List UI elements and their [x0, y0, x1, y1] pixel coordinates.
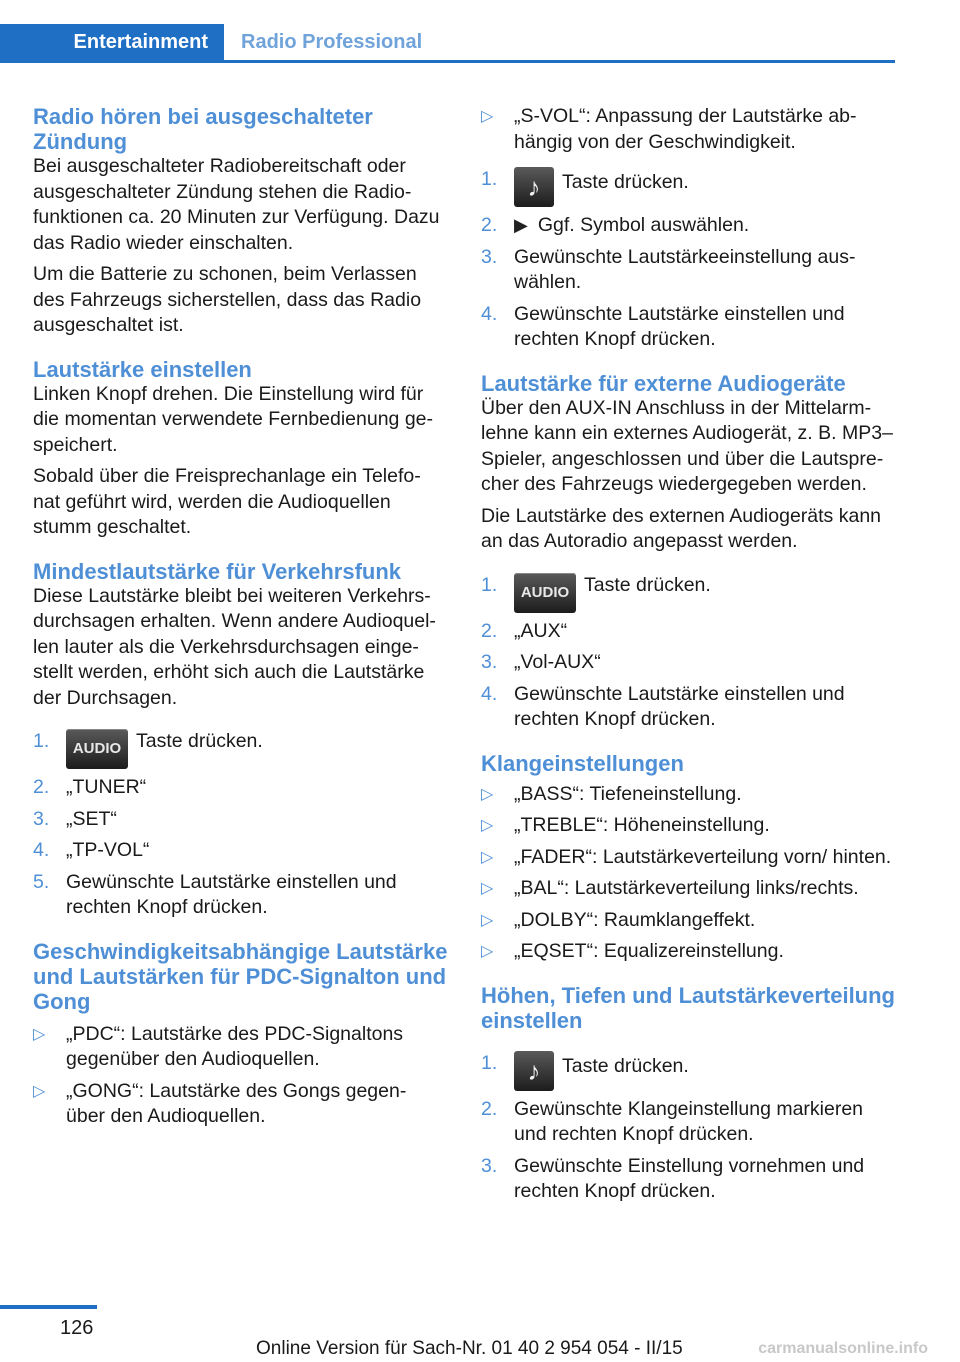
list-item — [481, 573, 896, 613]
step-number: 1. — [481, 573, 498, 596]
step-number: 1. — [481, 168, 498, 190]
step-number: 4. — [481, 302, 498, 325]
step-number: 2. — [481, 214, 498, 236]
paragraph: Diese Lautstärke bleibt bei weiteren Verkehrs‐ durchsagen erhalten. Wenn andere Audioquel‐ len lauter als die Verkehrsdurchsagen einge‐ stellt werden, erhöht sich auch die Lautstärke der Durchsagen. — [33, 584, 436, 709]
bullet-text: „PDC“: Lautstärke des PDC-Signaltons gegenüber den Audioquellen. — [66, 1022, 404, 1070]
step-text: „TP-VOL“ — [66, 839, 150, 861]
step-number: 3. — [33, 807, 50, 830]
section-hoehen-tiefen — [481, 983, 896, 1205]
triangle-right-icon: ▷ — [481, 848, 494, 866]
list-item — [481, 682, 896, 733]
heading-klangeinstellungen: Klangeinstellungen — [481, 750, 684, 776]
footer-rule — [0, 1305, 97, 1309]
list-item — [33, 1079, 448, 1130]
footer-version-text: Online Version für Sach-Nr. 01 40 2 954 054 - II/15 — [256, 1338, 683, 1359]
triangle-right-icon: ▷ — [481, 108, 494, 125]
steps-list — [481, 167, 896, 353]
section-externe-audiogeraete — [481, 371, 896, 733]
watermark: carmanualsonline.info — [758, 1340, 928, 1357]
list-item — [481, 813, 896, 839]
music-note-icon: ♪ — [514, 167, 554, 207]
step-number: 4. — [481, 682, 498, 705]
music-note-icon: ♪ — [514, 1051, 554, 1091]
bullet-text: „S-VOL“: Anpassung der Lautstärke ab‐ hängig von der Geschwindigkeit. — [514, 105, 857, 153]
bullet-text: „BAL“: Lautstärkeverteilung links/rechts. — [514, 877, 859, 899]
triangle-right-icon: ▷ — [481, 943, 494, 960]
step-number: 3. — [481, 651, 498, 673]
step-number: 1. — [33, 730, 50, 752]
triangle-right-icon: ▷ — [481, 817, 494, 834]
step-text: Gewünschte Lautstärkeeinstellung aus‐ wählen. — [514, 245, 856, 293]
list-item — [33, 807, 448, 833]
bullet-list — [33, 1022, 448, 1130]
list-item — [481, 302, 896, 353]
section-mindestlautstaerke — [33, 559, 448, 921]
bullet-text: „DOLBY“: Raumklangeffekt. — [514, 908, 756, 931]
play-icon: ▶ — [514, 215, 528, 235]
page-header — [0, 0, 895, 62]
paragraph: Bei ausgeschalteter Radiobereitschaft oder ausgeschalteter Zündung stehen die Radio‐ funktionen ca. 20 Minuten zur Verfügung. Dazu das Radio wieder einschalten. — [33, 155, 440, 254]
step-text: Taste drücken. — [562, 1054, 689, 1077]
bullet-text: „EQSET“: Equalizereinstellung. — [514, 940, 784, 962]
list-item — [481, 908, 896, 934]
paragraph: Linken Knopf drehen. Die Einstellung wird für die momentan verwendete Fernbedienung ge‐ speichert. — [33, 382, 434, 456]
list-item — [481, 782, 896, 808]
heading-geschwindigkeit: Geschwindigkeitsabhängige Lautstärke und Lautstärken für PDC-Signalton und Gong — [33, 938, 448, 1014]
list-item — [481, 845, 896, 871]
bullet-text: „BASS“: Tiefeneinstellung. — [514, 782, 742, 805]
step-text: Gewünschte Klangeinstellung markieren und rechten Knopf drücken. — [514, 1097, 864, 1145]
bullet-list — [481, 782, 896, 965]
step-number: 2. — [481, 1097, 498, 1120]
step-text: „SET“ — [66, 807, 117, 830]
page-number: 126 — [60, 1317, 94, 1339]
audio-button-icon: AUDIO — [66, 729, 128, 769]
bullet-text: „TREBLE“: Höheneinstellung. — [514, 814, 770, 836]
step-text: Ggf. Symbol auswählen. — [537, 214, 750, 236]
paragraph: Um die Batterie zu schonen, beim Verlassen des Fahrzeugs sicherstellen, dass das Radio ausgeschaltet ist. — [33, 263, 422, 336]
step-text: Taste drücken. — [584, 573, 711, 596]
list-item — [33, 729, 448, 769]
steps-list — [481, 1051, 896, 1205]
tab-radio-professional[interactable]: Radio Professional — [241, 31, 423, 53]
triangle-right-icon: ▷ — [481, 911, 494, 929]
audio-button-icon: AUDIO — [514, 573, 576, 613]
step-text: Taste drücken. — [136, 730, 263, 752]
paragraph: Sobald über die Freisprechanlage ein Telefo‐ nat geführt wird, werden die Audioquellen stumm geschaltet. — [33, 465, 421, 538]
step-number: 1. — [481, 1051, 498, 1074]
step-text: Gewünschte Lautstärke einstellen und rechten Knopf drücken. — [514, 682, 845, 730]
list-item — [481, 213, 896, 239]
list-item — [481, 650, 896, 676]
paragraph: Über den AUX-IN Anschluss in der Mittelarm‐ lehne kann ein externes Audiogerät, z. B. MP3– Spieler, angeschlossen und über die Lautspre‐ cher des Fahrzeugs wiedergegeben werden. — [481, 396, 893, 495]
step-number: 4. — [33, 839, 50, 861]
bullet-text: „FADER“: Lautstärkeverteilung vorn/ hinten. — [514, 845, 892, 868]
section-lautstaerke-einstellen — [33, 357, 448, 541]
list-item — [33, 1022, 448, 1073]
step-number: 3. — [481, 1154, 498, 1177]
step-text: „Vol-AUX“ — [514, 651, 601, 673]
heading-radio-hoeren: Radio hören bei ausgeschalteter Zündung — [33, 104, 373, 154]
list-item — [33, 775, 448, 801]
step-text: Taste drücken. — [562, 171, 689, 193]
step-text: Gewünschte Lautstärke einstellen und rechten Knopf drücken. — [514, 302, 845, 350]
triangle-right-icon: ▷ — [481, 785, 494, 803]
step-text: Gewünschte Lautstärke einstellen und rechten Knopf drücken. — [66, 870, 397, 918]
step-number: 2. — [33, 776, 50, 798]
list-item — [481, 104, 896, 155]
heading-externe-audiogeraete: Lautstärke für externe Audiogeräte — [481, 370, 846, 396]
step-text: Gewünschte Einstellung vornehmen und rechten Knopf drücken. — [514, 1154, 865, 1202]
right-column — [481, 104, 896, 1211]
list-item — [481, 1097, 896, 1148]
step-number: 5. — [33, 870, 50, 893]
list-item — [481, 1154, 896, 1205]
paragraph: Die Lautstärke des externen Audiogeräts kann an das Autoradio angepasst werden. — [481, 504, 882, 552]
list-item — [481, 619, 896, 645]
list-item — [481, 245, 896, 296]
list-item — [481, 876, 896, 902]
step-number: 2. — [481, 619, 498, 642]
list-item — [33, 838, 448, 864]
list-item — [33, 870, 448, 921]
heading-mindestlautstaerke: Mindestlautstärke für Verkehrsfunk — [33, 558, 402, 584]
bullet-list — [481, 104, 896, 155]
heading-hoehen-tiefen: Höhen, Tiefen und Lautstärkeverteilung einstellen — [481, 982, 895, 1033]
step-text: „AUX“ — [514, 619, 568, 642]
bullet-text: „GONG“: Lautstärke des Gongs gegen‐ über den Audioquellen. — [66, 1079, 407, 1127]
section-klangeinstellungen — [481, 751, 896, 965]
header-rule — [0, 60, 895, 63]
left-column — [33, 104, 448, 1136]
heading-lautstaerke-einstellen: Lautstärke einstellen — [33, 356, 252, 382]
list-item — [481, 167, 896, 207]
steps-list — [33, 729, 448, 921]
tab-entertainment[interactable]: Entertainment — [0, 24, 224, 61]
list-item — [481, 1051, 896, 1091]
steps-list — [481, 573, 896, 733]
triangle-right-icon: ▷ — [33, 1082, 46, 1100]
triangle-right-icon: ▷ — [33, 1025, 46, 1043]
section-radio-hoeren — [33, 104, 448, 339]
step-number: 3. — [481, 245, 498, 268]
triangle-right-icon: ▷ — [481, 880, 494, 897]
section-geschwindigkeit — [33, 939, 448, 1130]
list-item — [481, 939, 896, 965]
step-text: „TUNER“ — [66, 776, 147, 798]
